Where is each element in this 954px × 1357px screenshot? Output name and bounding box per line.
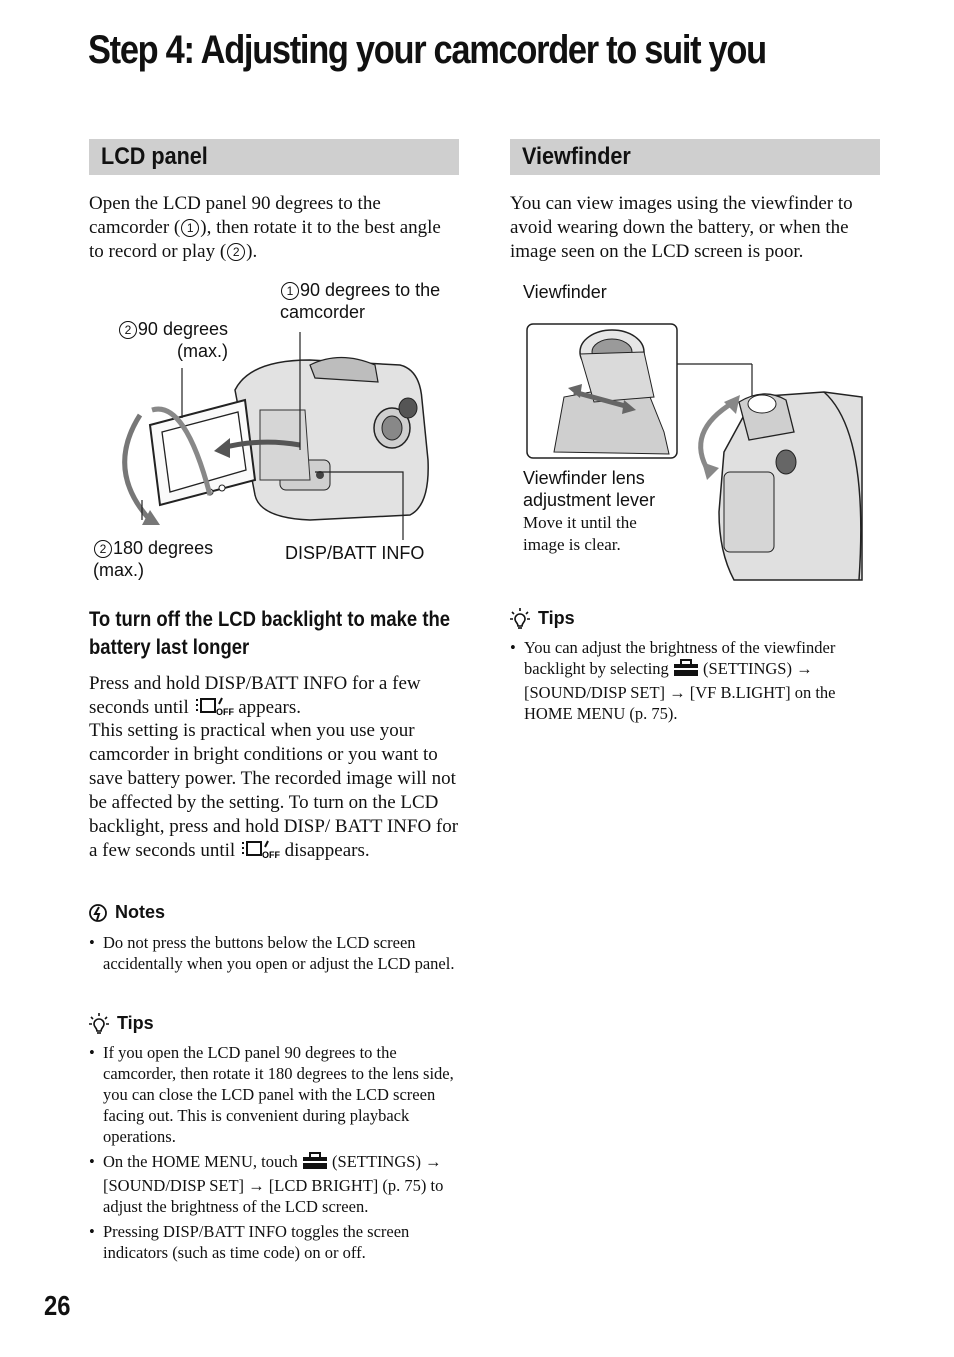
tips-bulb-icon [510,607,530,629]
page-title: Step 4: Adjusting your camcorder to suit you [88,28,766,72]
backlight-subheading: To turn off the LCD backlight to make the battery last longer [89,608,451,659]
list-item: • If you open the LCD panel 90 degrees to the camcorder, then rotate it 180 degrees to the lens side, you can close the LCD panel with the LCD screen facing out. This is convenient during playback operations. [89,1042,459,1147]
page-number: 26 [44,1290,71,1321]
figure-label-lens-adjustment-lever: Viewfinder lens adjustment lever [523,468,656,510]
settings-toolbox-icon [302,1152,328,1175]
list-item: • On the HOME MENU, touch (SETTINGS) → [SOUND/DISP SET] → [LCD BRIGHT] (p. 75) to adjust the brightness of the LCD screen. [89,1151,459,1217]
tips-list [89,1042,459,1267]
lcd-intro: Open the LCD panel 90 degrees to the camcorder ( 1 ), then rotate it to the best angle to record or play ( 2 ). [89,193,441,262]
lcd-backlight-off-icon [240,839,280,866]
circled-number: 2 [227,243,245,261]
notes-list [89,932,459,978]
notes-icon [89,904,107,922]
list-item: • Pressing DISP/BATT INFO toggles the screen indicators (such as time code) on or off. [89,1221,459,1263]
backlight-paragraph-2: This setting is practical when you use your camcorder in bright conditions or you want to save battery power. The recorded image will not be affected by the setting. To turn on the LCD backlight, press and hold DISP/ BATT INFO for a few seconds until OFF disappears. [89,719,461,866]
tips-bulb-icon [89,1012,109,1034]
viewfinder-tips-list [510,637,880,728]
viewfinder-intro: You can view images using the viewfinder to avoid wearing down the battery, or when the image seen on the LCD screen is poor. [510,193,853,262]
figure-label-90-degrees-max: 2 90 degrees (max.) [106,318,228,362]
figure-label-180-degrees-max: 2 180 degrees (max.) [93,538,214,580]
section-heading-lcd-panel: LCD panel [89,139,459,175]
figure-label-lever-description: Move it until the image is clear. [523,513,637,554]
circled-number: 1 [181,219,199,237]
figure-label-viewfinder: Viewfinder [523,282,607,302]
notes-heading: Notes [89,902,165,923]
svg-text:OFF: OFF [261,850,280,859]
figure-label-disp-batt-info: DISP/BATT INFO [285,543,425,563]
settings-toolbox-icon [673,659,699,682]
camcorder-lcd-illustration [110,320,450,540]
backlight-paragraph-1: Press and hold DISP/BATT INFO for a few seconds until OFF appears. [89,672,461,723]
svg-text:OFF: OFF [215,707,234,716]
section-heading-viewfinder: Viewfinder [510,139,880,175]
tips-heading: Tips [89,1012,154,1034]
viewfinder-tips-heading: Tips [510,607,575,629]
figure-label-90-degrees-camcorder: 1 90 degrees to the camcorder [280,280,441,322]
list-item: • You can adjust the brightness of the viewfinder backlight by selecting (SETTINGS) → [SOUND/DISP SET] → [VF B.LIGHT] on the HOME MENU (p. 75). [510,637,880,724]
list-item: • Do not press the buttons below the LCD screen accidentally when you open or adjust the LCD panel. [89,932,459,974]
